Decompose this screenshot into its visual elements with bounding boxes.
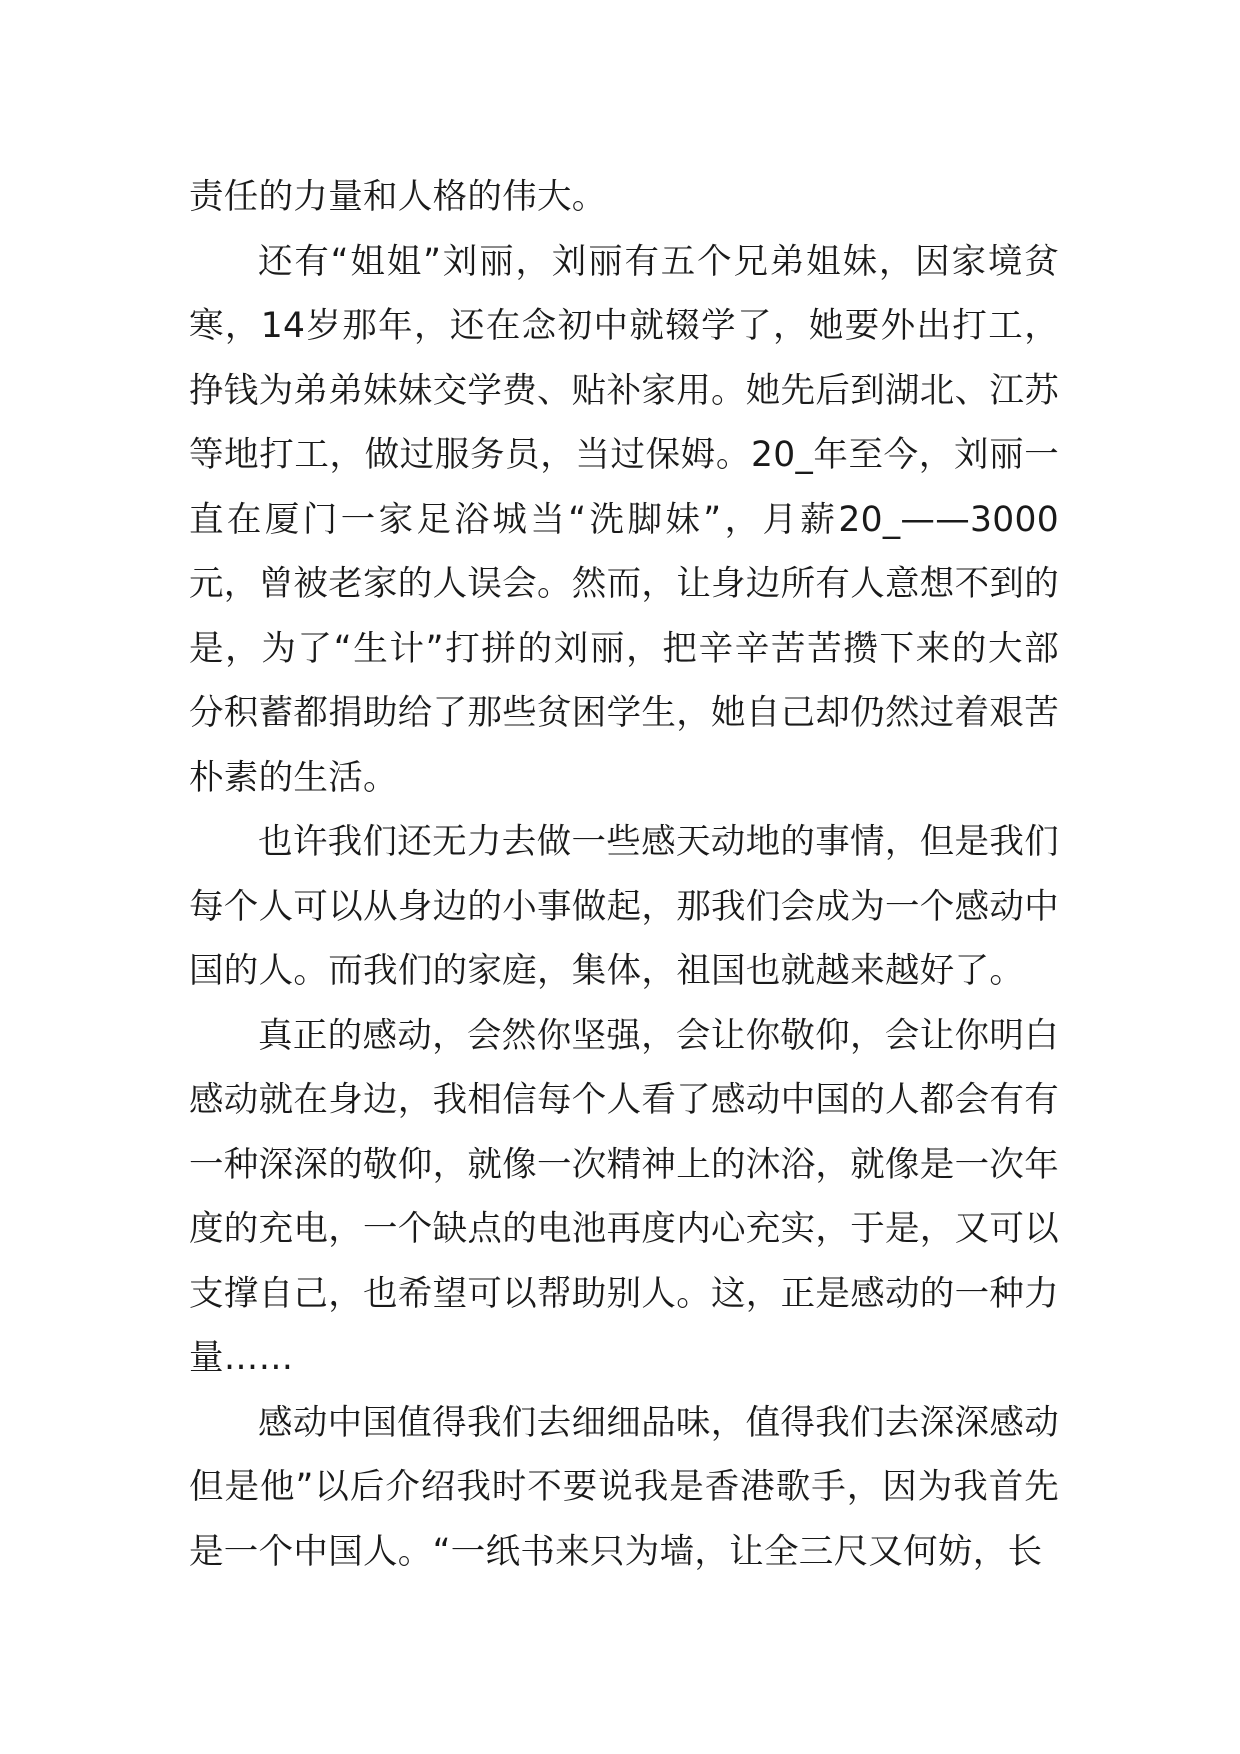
paragraph-4: 真正的感动，会然你坚强，会让你敬仰，会让你明白感动就在身边，我相信每个人看了感动中国的人都会有有一种深深的敬仰，就像一次精神上的沐浴，就像是一次年度的充电，一个缺点的电池再度内心充实，于是，又可以支撑自己，也希望可以帮助别人。这，正是感动的一种力量…… [189, 1015, 1059, 1378]
paragraph-3: 也许我们还无力去做一些感天动地的事情，但是我们每个人可以从身边的小事做起，那我们会成为一个感动中国的人。而我们的家庭，集体，祖国也就越来越好了。 [189, 822, 1059, 991]
paragraph-1: 责任的力量和人格的伟大。 [189, 177, 607, 217]
paragraph-2: 还有“姐姐”刘丽，刘丽有五个兄弟姐妹，因家境贫寒，14岁那年，还在念初中就辍学了，她要外出打工，挣钱为弟弟妹妹交学费、贴补家用。她先后到湖北、江苏等地打工，做过服务员，当过保姆。20_年至今，刘丽一直在厦门一家足浴城当“洗脚妹”，月薪20_——3000元，曾被老家的人误会。然而，让身边所有人意想不到的是，为了“生计”打拼的刘丽，把辛辛苦苦攒下来的大部分积蓄都捐助给了那些贫困学生，她自己却仍然过着艰苦朴素的生活。 [189, 241, 1059, 798]
paragraph-5: 感动中国值得我们去细细品味，值得我们去深深感动但是他”以后介绍我时不要说我是香港歌手，因为我首先是一个中国人。“一纸书来只为墙，让全三尺又何妨，长 [189, 1402, 1059, 1572]
document-body [189, 165, 1059, 1584]
